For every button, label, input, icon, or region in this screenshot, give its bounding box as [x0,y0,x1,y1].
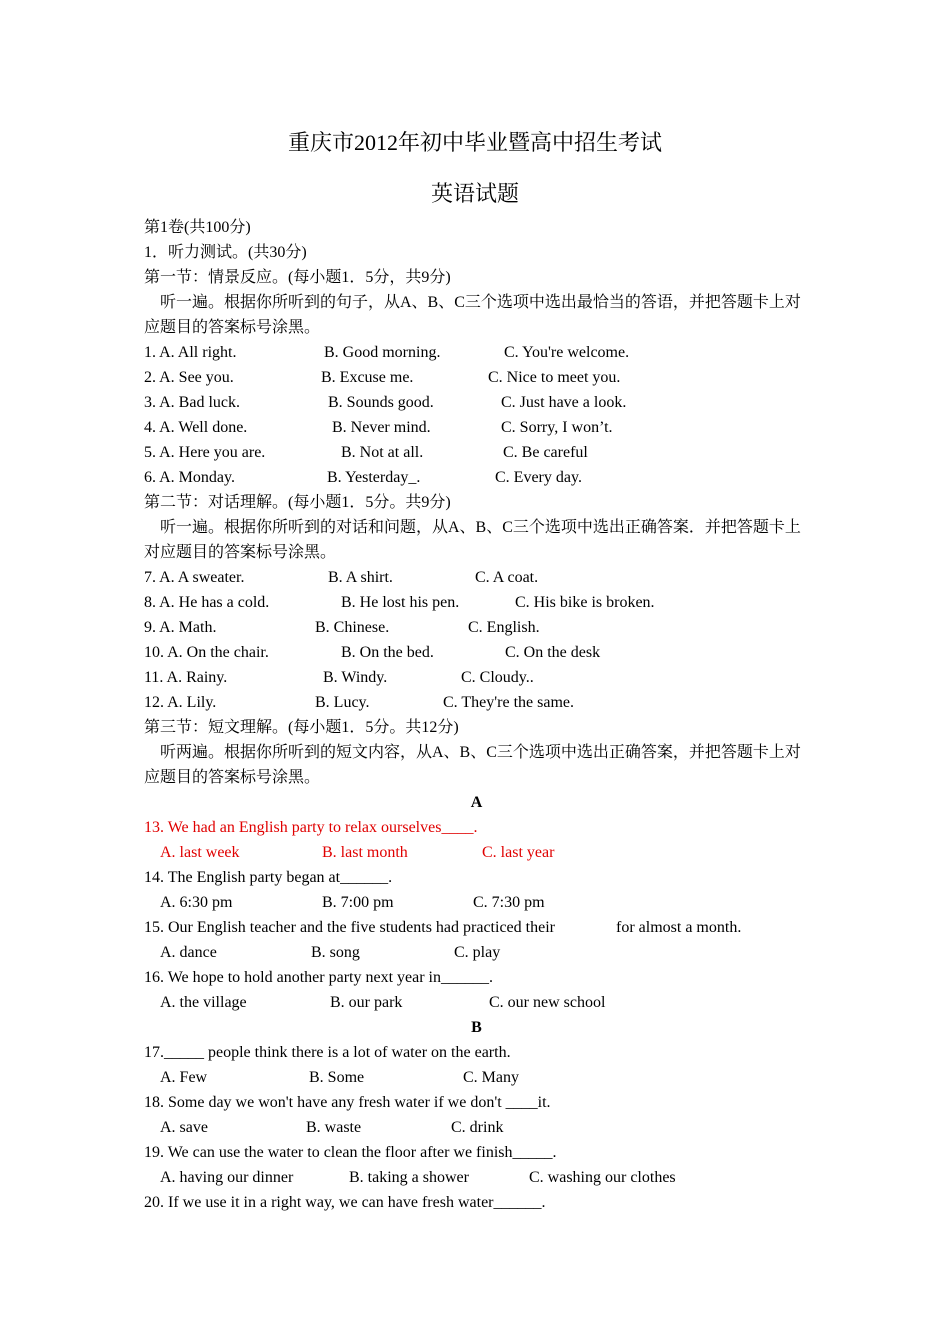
question-option-c: C. washing our clothes [529,1169,676,1186]
passage-label: B [471,1019,482,1036]
question-stem: 19. We can use the water to clean the floor after we finish_____. [144,1144,557,1161]
question-text-tail: for almost a month. [616,919,742,936]
question-option-c: C. His bike is broken. [515,594,655,611]
question-option-c: C. drink [451,1119,504,1136]
question-option-c: C. Be careful [503,444,588,461]
options-row [144,990,809,1015]
section1-heading: 第一节：情景反应。(每小题1．5分，共9分) [144,269,451,286]
options-row [144,890,809,915]
question-option-c: C. our new school [489,994,606,1011]
question-stem: 17._____ people think there is a lot of water on the earth. [144,1044,511,1061]
options-row [144,840,809,865]
question-option-c: C. On the desk [505,644,601,661]
question-option-b: B. waste [306,1119,362,1136]
question-row [144,565,809,590]
question-option-b: B. Good morning. [324,344,441,361]
section3-instruction: 听两遍。根据你所听到的短文内容，从A、B、C三个选项中选出正确答案，并把答题卡上对应题目的答案标号涂黑。 [144,744,801,786]
question-row [144,440,809,465]
exam-body [144,215,809,1215]
question-stem: 20. If we use it in a right way, we can have fresh water______. [144,1194,546,1211]
question-option-c: C. last year [482,844,555,861]
question-stem: 18. Some day we won't have any fresh water if we don't ____it. [144,1094,551,1111]
question-row [144,365,809,390]
question-option-a: 1. A. All right. [144,344,237,361]
options-row [144,1115,809,1140]
question-option-a: A. dance [160,944,217,961]
question-option-b: B. A shirt. [328,569,393,586]
question-stem: 13. We had an English party to relax ourselves____. [144,819,478,836]
question-stem: 16. We hope to hold another party next year in______. [144,969,493,986]
question-option-a: A. having our dinner [160,1169,294,1186]
options-row [144,940,809,965]
question-option-c: C. They're the same. [443,694,574,711]
section1-instruction: 听一遍。根据你所听到的句子，从A、B、C三个选项中选出最恰当的答语，并把答题卡上对应题目的答案标号涂黑。 [144,294,801,336]
question-stem: 14. The English party began at______. [144,869,393,886]
question-option-c: C. Many [463,1069,519,1086]
question-option-c: C. English. [468,619,540,636]
options-row [144,1065,809,1090]
question-option-b: B. He lost his pen. [341,594,460,611]
section2-heading: 第二节：对话理解。(每小题1．5分。共9分) [144,494,451,511]
options-row [144,1165,809,1190]
page-subtitle: 英语试题 [430,181,519,206]
question-option-a: 8. A. He has a cold. [144,594,270,611]
section3-heading: 第三节：短文理解。(每小题1．5分。共12分) [144,719,459,736]
question-option-b: B. Windy. [323,669,388,686]
question-option-a: 7. A. A sweater. [144,569,245,586]
question-row [144,690,809,715]
question-option-c: C. Just have a look. [501,394,627,411]
question-option-a: 6. A. Monday. [144,469,235,486]
question-option-b: B. song [311,944,360,961]
question-row [144,640,809,665]
question-option-b: B. On the bed. [341,644,434,661]
question-option-a: A. save [160,1119,208,1136]
question-option-b: B. Yesterday_. [327,469,421,486]
question-row [144,415,809,440]
question-option-a: A. last week [160,844,240,861]
question-option-c: C. Nice to meet you. [488,369,621,386]
question-option-a: A. Few [160,1069,208,1086]
listening-heading: 1．听力测试。(共30分) [144,244,307,261]
question-option-c: C. play [454,944,501,961]
question-stem [144,915,809,940]
question-row [144,465,809,490]
question-text: 15. Our English teacher and the five students had practiced their [144,919,555,936]
question-option-b: B. taking a shower [349,1169,469,1186]
question-option-b: B. our park [330,994,403,1011]
question-option-a: A. 6:30 pm [160,894,233,911]
question-option-b: B. Lucy. [315,694,370,711]
question-option-a: 11. A. Rainy. [144,669,228,686]
question-row [144,390,809,415]
passage-label: A [470,794,483,811]
question-option-b: B. Some [309,1069,365,1086]
question-option-a: 12. A. Lily. [144,694,217,711]
question-option-b: B. last month [322,844,408,861]
question-option-b: B. Excuse me. [321,369,414,386]
question-option-c: C. You're welcome. [504,344,630,361]
question-option-a: 3. A. Bad luck. [144,394,240,411]
question-row [144,590,809,615]
question-option-c: C. Every day. [495,469,582,486]
question-option-c: C. Cloudy.. [461,669,534,686]
question-option-c: C. 7:30 pm [473,894,545,911]
section2-instruction: 听一遍。根据你所听到的对话和问题，从A、B、C三个选项中选出正确答案．并把答题卡上对应题目的答案标号涂黑。 [144,519,801,561]
question-option-b: B. Never mind. [332,419,431,436]
question-row [144,615,809,640]
part-heading: 第1卷(共100分) [144,219,251,236]
question-option-c: C. Sorry, I won’t. [501,419,613,436]
question-option-c: C. A coat. [475,569,539,586]
question-option-a: A. the village [160,994,247,1011]
question-option-b: B. Chinese. [315,619,390,636]
question-option-a: 10. A. On the chair. [144,644,269,661]
question-row [144,340,809,365]
question-option-a: 4. A. Well done. [144,419,248,436]
question-option-a: 9. A. Math. [144,619,217,636]
question-option-a: 5. A. Here you are. [144,444,266,461]
question-option-b: B. 7:00 pm [322,894,394,911]
question-option-b: B. Sounds good. [328,394,434,411]
question-option-a: 2. A. See you. [144,369,234,386]
question-option-b: B. Not at all. [341,444,424,461]
page-title: 重庆市2012年初中毕业暨高中招生考试 [287,130,662,155]
question-row [144,665,809,690]
